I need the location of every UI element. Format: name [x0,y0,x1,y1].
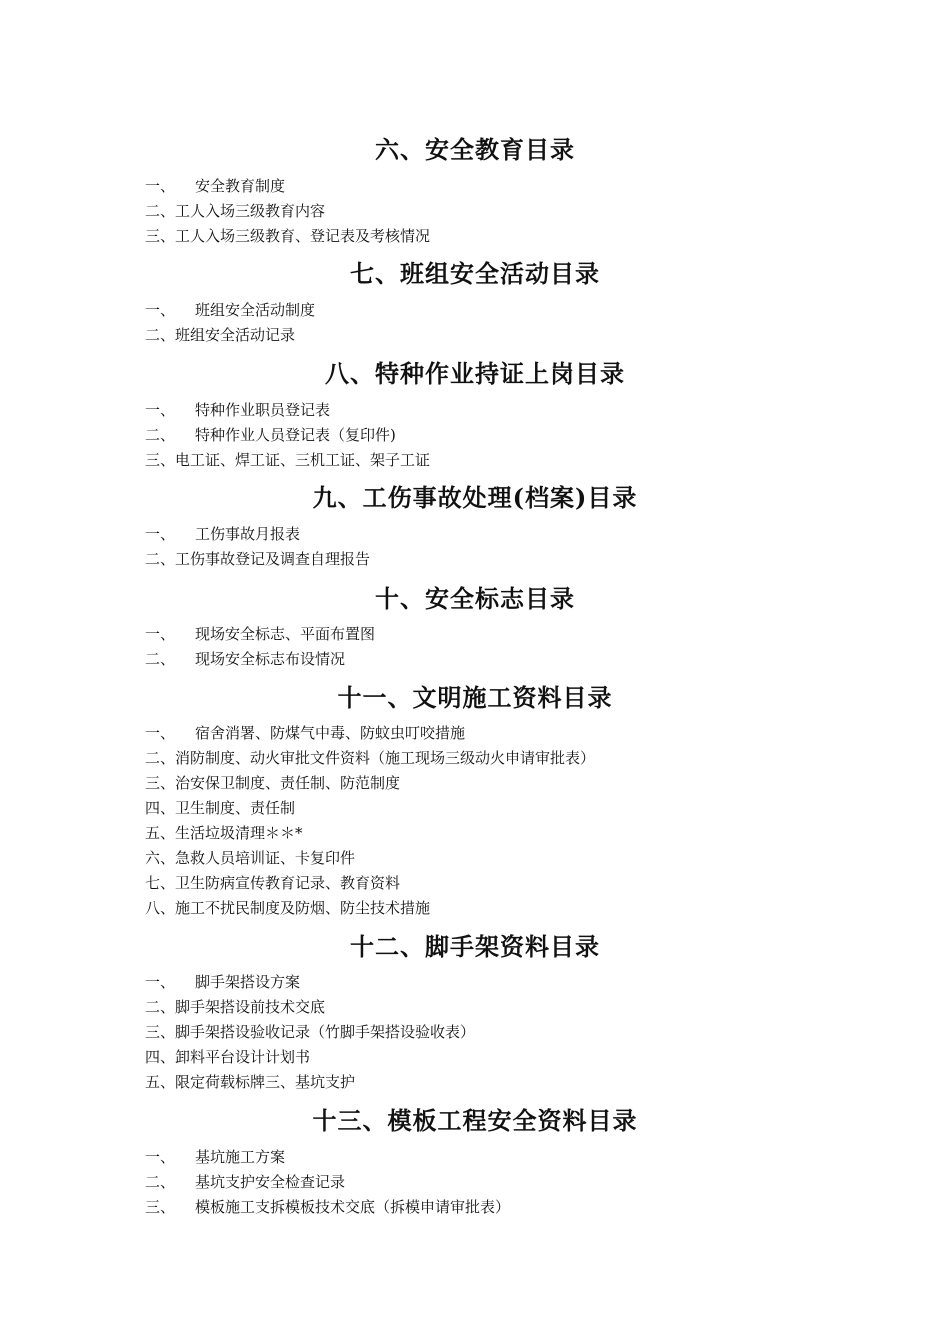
list-item-text: 现场安全标志布设情况 [195,650,346,668]
list-item-number: 一、 [145,973,176,991]
list-item-number: 二、 [145,998,176,1016]
list-item-number: 二、 [145,426,176,444]
list-item [145,848,355,868]
list-item-number: 四、 [145,1048,176,1066]
list-item [145,1022,475,1042]
list-item-text: 安全教育制度 [195,177,286,195]
list-item-number: 五、 [145,1073,176,1091]
list-item-text: 脚手架搭设方案 [195,973,301,991]
list-item-text: 基坑支护安全检查记录 [195,1173,346,1191]
list-item-number: 一、 [145,401,176,419]
list-item-number: 五、 [145,824,176,842]
list-item [145,748,595,768]
list-item-number: 八、 [145,899,176,917]
list-item [145,1197,510,1217]
list-item-number: 二、 [145,326,176,344]
list-item-number: 三、 [145,451,176,469]
list-item [145,176,285,196]
list-item [145,972,300,992]
list-item [145,1147,285,1167]
list-item-number: 三、 [145,227,176,245]
list-item-text: 急救人员培训证、卡复印件 [175,849,356,867]
list-item-number: 一、 [145,1148,176,1166]
list-item-text: 消防制度、动火审批文件资料（施工现场三级动火申请审批表） [175,749,596,767]
list-item-number: 二、 [145,650,176,668]
list-item [145,226,430,246]
list-item-number: 一、 [145,525,176,543]
list-item [145,798,295,818]
list-item-number: 二、 [145,550,176,568]
list-item-number: 三、 [145,1198,176,1216]
list-item [145,201,325,221]
section-title: 七、班组安全活动目录 [350,259,600,288]
list-item-text: 卫生制度、责任制 [175,799,296,817]
section-title: 十三、模板工程安全资料目录 [312,1106,638,1135]
list-item-number: 一、 [145,301,176,319]
section-title: 十一、文明施工资料目录 [337,683,613,712]
list-item-text: 工伤事故月报表 [195,525,301,543]
list-item [145,898,430,918]
list-item-number: 一、 [145,177,176,195]
list-item [145,624,375,644]
list-item-text: 特种作业人员登记表（复印件) [195,426,396,444]
list-item-text: 特种作业职员登记表 [195,401,331,419]
list-item-text: 工伤事故登记及调查自理报告 [175,550,371,568]
list-item [145,425,396,445]
list-item-text: 脚手架搭设验收记录（竹脚手架搭设验收表） [175,1023,476,1041]
list-item [145,773,400,793]
list-item-text: 生活垃圾清理＊＊* [175,824,303,842]
list-item-text: 宿舍消署、防煤气中毒、防蚊虫叮咬措施 [195,724,466,742]
list-item-text: 施工不扰民制度及防烟、防尘技术措施 [175,899,431,917]
list-item-text: 治安保卫制度、责任制、防范制度 [175,774,401,792]
list-item [145,549,370,569]
list-item-number: 三、 [145,774,176,792]
section-title: 九、工伤事故处理(档案)目录 [312,483,638,512]
section-title: 十、安全标志目录 [375,584,575,613]
list-item [145,1047,310,1067]
list-item-number: 一、 [145,625,176,643]
list-item-text: 电工证、焊工证、三机工证、架子工证 [175,451,431,469]
list-item [145,649,345,669]
list-item-number: 二、 [145,1173,176,1191]
list-item-text: 模板施工支拆模板技术交底（拆模申请审批表） [195,1198,511,1216]
list-item [145,1172,345,1192]
list-item-text: 基坑施工方案 [195,1148,286,1166]
list-item [145,450,430,470]
list-item-text: 脚手架搭设前技术交底 [175,998,326,1016]
list-item-number: 二、 [145,749,176,767]
list-item-number: 六、 [145,849,176,867]
list-item-text: 卸料平台设计计划书 [175,1048,311,1066]
list-item-text: 班组安全活动记录 [175,326,296,344]
list-item-number: 三、 [145,1023,176,1041]
list-item [145,723,465,743]
list-item [145,400,330,420]
list-item [145,524,300,544]
list-item-number: 四、 [145,799,176,817]
list-item-number: 七、 [145,874,176,892]
list-item [145,325,295,345]
list-item-number: 二、 [145,202,176,220]
list-item-text: 工人入场三级教育、登记表及考核情况 [175,227,431,245]
list-item [145,873,400,893]
section-title: 八、特种作业持证上岗目录 [325,359,625,388]
list-item-text: 班组安全活动制度 [195,301,316,319]
section-title: 六、安全教育目录 [375,135,575,164]
list-item [145,997,325,1017]
list-item [145,300,315,320]
list-item [145,1072,355,1092]
list-item-text: 工人入场三级教育内容 [175,202,326,220]
list-item-text: 现场安全标志、平面布置图 [195,625,376,643]
section-title: 十二、脚手架资料目录 [350,932,600,961]
list-item [145,823,303,843]
list-item-text: 限定荷载标牌三、基坑支护 [175,1073,356,1091]
list-item-number: 一、 [145,724,176,742]
list-item-text: 卫生防病宣传教育记录、教育资料 [175,874,401,892]
